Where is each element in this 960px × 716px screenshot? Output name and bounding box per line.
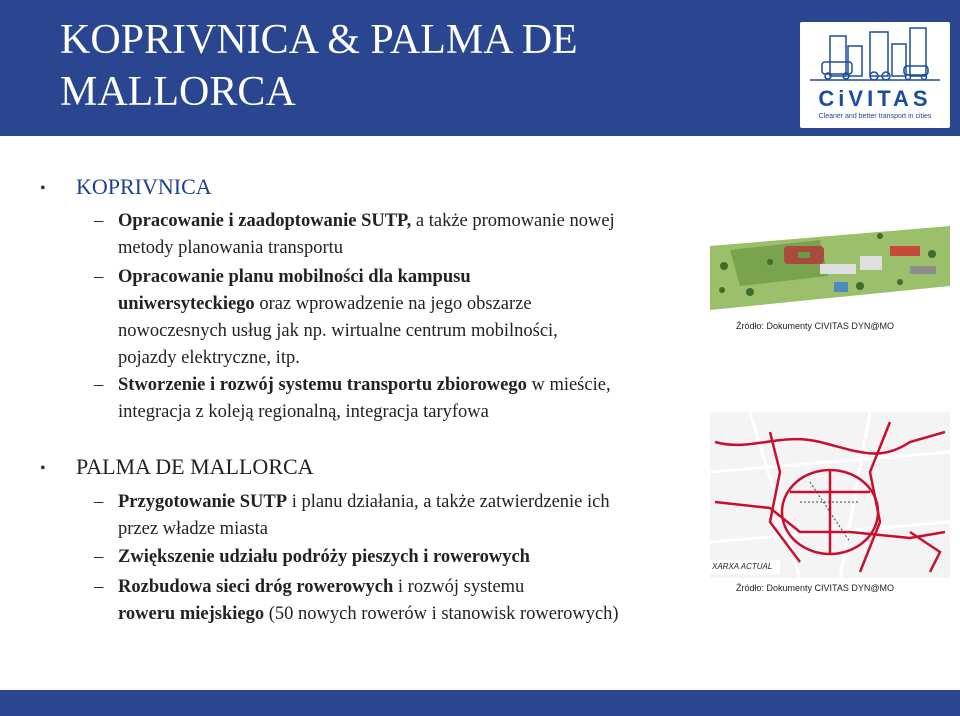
item-text: i planu działania, a także zatwierdzenie ich przez władze miasta <box>118 492 610 539</box>
dash-icon: – <box>94 375 104 395</box>
bullet-icon: • <box>40 180 46 197</box>
item-text: a także promowanie nowej metody planowania transportu <box>118 211 615 258</box>
dash-icon: – <box>94 577 104 597</box>
bullet-icon: • <box>40 460 46 477</box>
dash-icon: – <box>94 547 104 567</box>
image-caption: Źródło: Dokumenty CIVITAS DYN@MO <box>736 583 895 593</box>
image-caption: Źródło: Dokumenty CIVITAS DYN@MO <box>736 321 895 331</box>
city-skyline-icon <box>800 22 950 84</box>
item-bold: roweru miejskiego <box>118 604 265 624</box>
footer-bar <box>0 690 960 716</box>
bike-network-map <box>710 412 950 578</box>
list-item <box>94 208 638 262</box>
civitas-logo <box>800 22 950 128</box>
item-bold: Zwiększenie udziału podróży pieszych i rowerowych <box>118 547 530 567</box>
item-bold: Przygotowanie SUTP <box>118 492 288 512</box>
logo-wordmark: CiVITAS <box>818 86 932 111</box>
list-item <box>94 544 678 571</box>
list-item <box>94 372 678 426</box>
dash-icon: – <box>94 492 104 512</box>
item-text: (50 nowych rowerów i stanowisk rowerowych) <box>264 604 619 624</box>
section-heading: KOPRIVNICA <box>76 174 212 199</box>
item-text: w mieście, integracja z koleją regionalną, integracja taryfowa <box>118 375 611 422</box>
item-bold: Opracowanie i zaadoptowanie SUTP, <box>118 211 412 231</box>
item-bold: Rozbudowa sieci dróg rowerowych <box>118 577 394 597</box>
item-bold: Stworzenie i rozwój systemu transportu zbiorowego <box>118 375 527 395</box>
list-item <box>94 264 588 372</box>
list-item <box>94 489 618 543</box>
map-legend-label: XARXA ACTUAL <box>712 562 773 571</box>
title-banner <box>0 0 960 136</box>
logo-tagline: Cleaner and better transport in cities <box>818 113 932 120</box>
item-bold: Opracowanie planu mobilności dla kampusu uniwersyteckiego <box>118 267 471 314</box>
campus-aerial-image <box>710 226 950 310</box>
item-text: oraz wprowadzenie na jego obszarze nowoczesnych usług jak np. wirtualne centrum mobilności, pojazdy elektryczne, itp. <box>118 294 558 368</box>
list-item <box>94 574 678 628</box>
item-text: i rozwój systemu <box>393 577 525 597</box>
slide-title: KOPRIVNICA & PALMA DE MALLORCA <box>60 17 578 115</box>
dash-icon: – <box>94 267 104 287</box>
section-heading: PALMA DE MALLORCA <box>76 454 314 479</box>
dash-icon: – <box>94 211 104 231</box>
